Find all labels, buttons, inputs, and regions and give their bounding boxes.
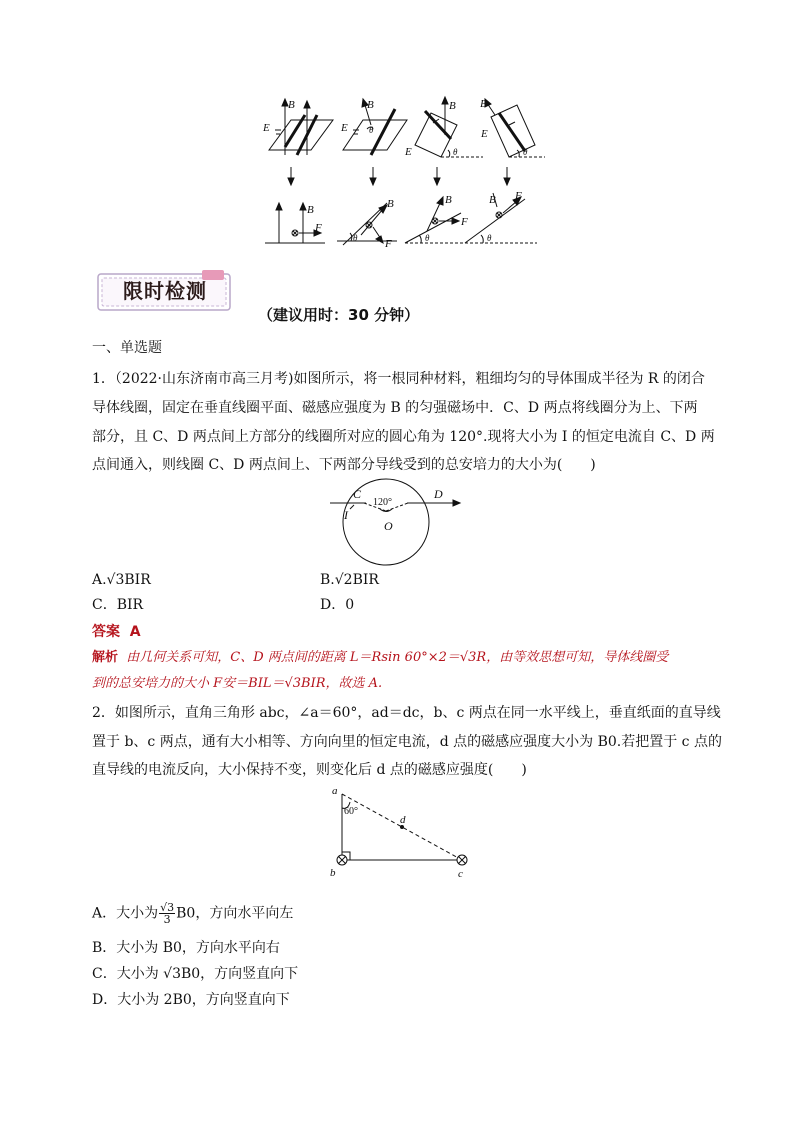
q1-text-line-3: 部分，且 C、D 两点间上方部分的线圈所对应的圆心角为 120°.现将大小为 I 的恒定电流自 C、D 两 [92, 429, 715, 445]
svg-text:a: a [332, 786, 338, 797]
analysis-text-1: 由几何关系可知，C、D 两点间的距离 L＝Rsin 60°×2＝√3R，由等效思想可知，导体线圈受 [126, 650, 669, 665]
fraction: $\frac{√3}{3}$ [160, 901, 175, 926]
q1-analysis-line-1 [92, 648, 668, 668]
rail-diagram-2 [343, 99, 407, 155]
q2-triangle-figure [326, 786, 476, 880]
svg-text:C: C [353, 487, 362, 501]
svg-text:D: D [434, 487, 443, 501]
svg-text:E: E [263, 122, 270, 134]
badge-title: 限时检测 [123, 279, 207, 303]
svg-text:b: b [330, 867, 336, 879]
q1-option-c[interactable]: C．BIR [92, 597, 144, 613]
section-title: 一、单选题 [92, 340, 162, 356]
svg-text:F: F [461, 216, 468, 228]
answer-label: 答案 [92, 624, 120, 640]
q1-analysis-line-2: 到的总安培力的大小 F安＝BIL＝√3BIR，故选 A. [92, 676, 383, 691]
svg-text:B: B [445, 194, 452, 206]
q2-text-line-1: 2．如图所示，直角三角形 abc，∠a＝60°，ad＝dc，b、c 两点在同一水平线上，垂直纸面的直导线 [92, 705, 721, 721]
q1-text-line-2: 导体线圈，固定在垂直线圈平面、磁感应强度为 B 的匀强磁场中．C、D 两点将线圈分为上、下两 [92, 400, 698, 416]
svg-text:E: E [405, 146, 412, 158]
top-physics-figure [255, 95, 545, 250]
answer-value: A [129, 624, 141, 640]
svg-text:θ: θ [453, 147, 458, 157]
svg-text:B: B [489, 194, 496, 206]
svg-text:c: c [458, 868, 463, 880]
rail-diagram-4 [485, 99, 545, 157]
q1-option-d[interactable]: D．0 [320, 597, 355, 613]
rail-diagram-1 [269, 99, 333, 155]
svg-text:60°: 60° [344, 806, 358, 817]
svg-text:F: F [515, 190, 522, 202]
svg-text:θ: θ [487, 233, 492, 243]
svg-text:E: E [341, 122, 348, 134]
svg-text:B: B [367, 99, 374, 111]
svg-text:B: B [307, 204, 314, 216]
q2-text-line-3: 直导线的电流反向，大小保持不变，则变化后 d 点的磁感应强度( ) [92, 762, 527, 778]
svg-text:O: O [384, 519, 393, 533]
section-badge [96, 270, 234, 312]
svg-text:B: B [387, 198, 394, 210]
svg-text:F: F [385, 238, 392, 250]
svg-text:E: E [481, 128, 488, 140]
svg-text:120°: 120° [373, 497, 392, 508]
q2-option-c[interactable]: C．大小为 √3B0，方向竖直向下 [92, 966, 299, 982]
suggested-time: （建议用时：30 分钟） [258, 306, 420, 324]
q2-option-a[interactable]: A．大小为 $\frac{√3}{3}$ B0，方向水平向左 [92, 901, 294, 926]
q2-text-line-2: 置于 b、c 两点，通有大小相等、方向向里的恒定电流，d 点的磁感应强度大小为 B0.若把置于 c 点的 [92, 734, 722, 750]
analysis-label: 解析 [92, 650, 119, 665]
side-view-4 [465, 193, 537, 243]
svg-text:F: F [315, 222, 322, 234]
svg-text:θ: θ [523, 147, 528, 157]
q1-text-line-1: 1．（2022·山东济南市高三月考)如图所示，将一根同种材料，粗细均匀的导体围成半径为 R 的闭合 [92, 371, 705, 387]
q1-option-b[interactable]: B.√2BIR [320, 572, 379, 588]
q2-option-d[interactable]: D．大小为 2B0，方向竖直向下 [92, 992, 290, 1008]
q1-text-line-4: 点间通入，则线圈 C、D 两点间上、下两部分导线受到的总安培力的大小为( ) [92, 457, 596, 473]
svg-text:θ: θ [353, 233, 358, 243]
q1-answer [92, 622, 141, 642]
label-B: B [288, 99, 295, 111]
svg-text:θ: θ [369, 125, 374, 135]
svg-text:B: B [480, 98, 487, 110]
q1-option-a[interactable]: A.√3BIR [92, 572, 151, 588]
q1-circle-figure [328, 478, 468, 566]
svg-text:d: d [400, 814, 406, 826]
svg-text:θ: θ [425, 233, 430, 243]
svg-text:B: B [449, 100, 456, 112]
q2-option-b[interactable]: B．大小为 B0，方向水平向右 [92, 940, 280, 956]
svg-text:I: I [344, 508, 348, 522]
